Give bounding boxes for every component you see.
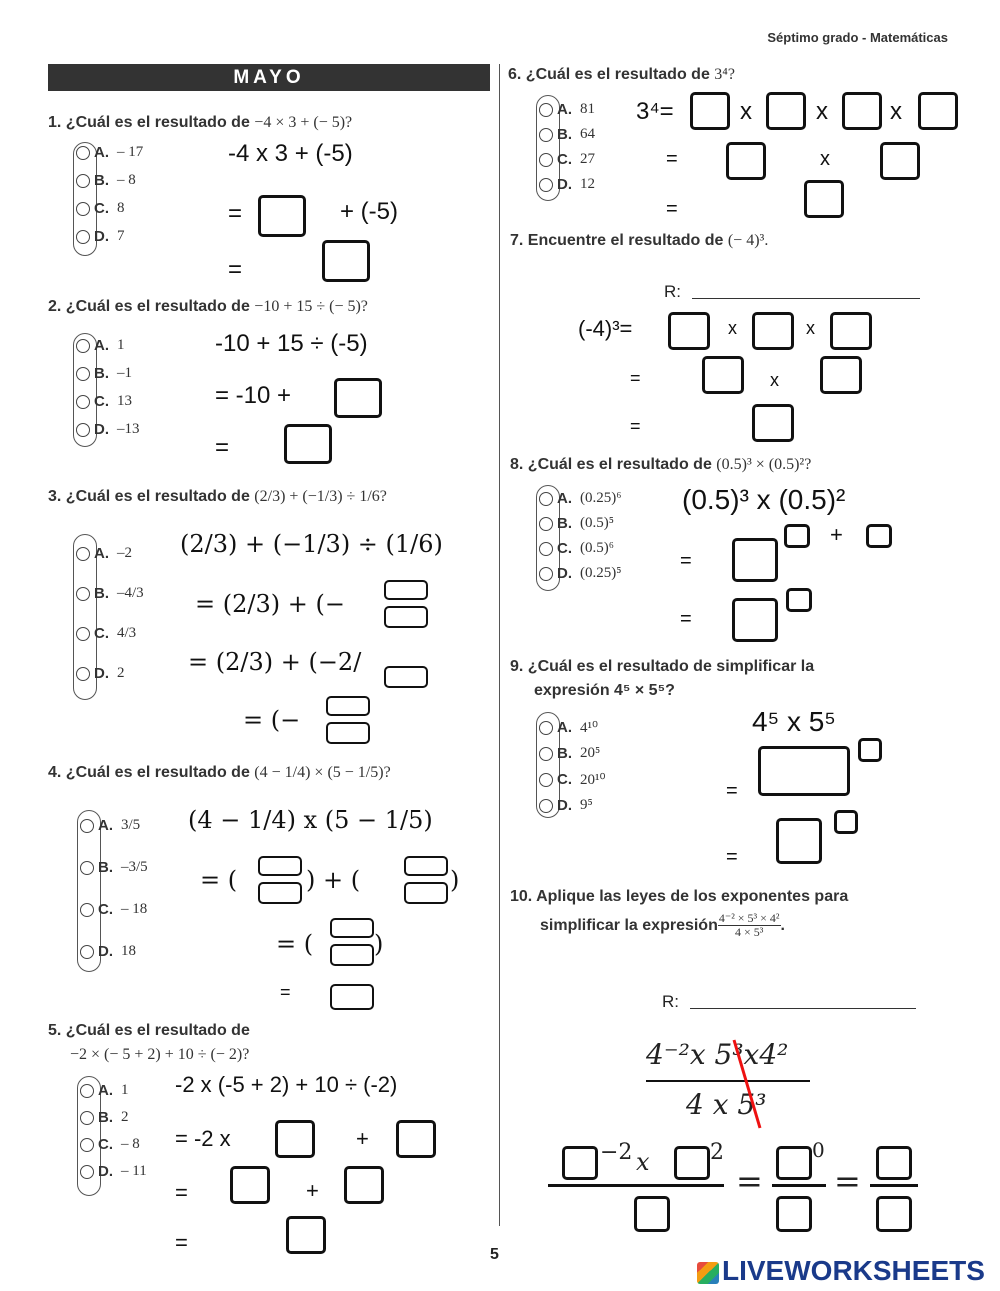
exponent-box[interactable] <box>866 524 892 548</box>
q7-work-lhs: (-4)³= <box>578 316 633 341</box>
q10-answer-line[interactable] <box>690 1008 916 1009</box>
question-1-text: 1. ¿Cuál es el resultado de <box>48 114 255 131</box>
q4-work-line2b: ) + ( <box>306 866 361 894</box>
answer-box[interactable] <box>396 1120 436 1158</box>
fraction-bar <box>772 1184 826 1187</box>
answer-box[interactable] <box>334 378 382 418</box>
column-divider <box>499 64 500 1226</box>
question-8: 8. ¿Cuál es el resultado de (0.5)³ × (0.5)²? <box>510 456 812 473</box>
option-a[interactable]: A. 1 <box>80 1082 147 1099</box>
q1-work-eq2: = <box>228 256 243 283</box>
q5-work-line1: -2 x (-5 + 2) + 10 ÷ (-2) <box>175 1072 398 1097</box>
q9-work-line1: 4⁵ x 5⁵ <box>752 706 836 737</box>
q8-eq1: = <box>680 550 692 572</box>
option-b[interactable]: B. (0.5)⁵ <box>539 515 621 532</box>
q3-work-line4: = (− <box>243 706 301 734</box>
q3-work-line3: = (2/3) + (−2/ <box>188 648 362 676</box>
question-10: 10. Aplique las leyes de los exponentes para <box>510 888 849 905</box>
q1-work-plus: + (-5) <box>340 198 399 225</box>
option-a[interactable]: A. –2 <box>76 545 144 562</box>
q10-fraction: $\frac{\text{4⁻² × 5³ × 4²}}{\text{4 × 5³}}$ <box>718 911 780 939</box>
answer-box[interactable] <box>776 818 822 864</box>
option-d[interactable]: D. 18 <box>80 943 148 960</box>
radio-d[interactable] <box>76 230 90 244</box>
exponent-box[interactable] <box>834 810 858 834</box>
question-3-options <box>76 545 144 682</box>
answer-box[interactable] <box>732 598 778 642</box>
answer-box[interactable] <box>258 195 306 237</box>
q7-x3: x <box>770 370 779 390</box>
answer-box[interactable] <box>876 1196 912 1232</box>
q3-work-line1: (2/3) + (−1/3) ÷ (1/6) <box>180 530 443 558</box>
q8-plus: + <box>830 522 843 547</box>
radio-a[interactable] <box>76 339 90 353</box>
option-a[interactable]: A. 3/5 <box>80 817 148 834</box>
q6-eq2: = <box>666 198 678 220</box>
radio-c[interactable] <box>76 395 90 409</box>
question-5: 5. ¿Cuál es el resultado de <box>48 1022 250 1039</box>
question-2: 2. ¿Cuál es el resultado de −10 + 15 ÷ (− 5)? <box>48 298 368 315</box>
q10-eq2: = <box>834 1162 861 1200</box>
answer-box[interactable] <box>726 142 766 180</box>
q5-work-line2b: + <box>356 1126 369 1151</box>
answer-box[interactable] <box>880 142 920 180</box>
option-b[interactable]: B. –1 <box>76 365 140 382</box>
cancel-slash <box>720 1036 770 1132</box>
answer-box[interactable] <box>758 746 850 796</box>
q7-answer-row: R: <box>664 282 681 301</box>
radio-c[interactable] <box>76 202 90 216</box>
q10-sup2: 2 <box>710 1140 724 1165</box>
q10-answer-label: R: <box>662 992 679 1011</box>
q10-sup1: −2 <box>600 1140 633 1165</box>
question-10-line2: simplificar la expresión $\frac{\text{4⁻² × 5³ × 4²}}{\text{4 × 5³}}$ . <box>540 911 785 939</box>
answer-box[interactable] <box>918 92 958 130</box>
question-9-line2: expresión 4⁵ × 5⁵? <box>534 682 675 699</box>
answer-box[interactable] <box>326 696 370 716</box>
question-6: 6. ¿Cuál es el resultado de 3⁴? <box>508 66 735 83</box>
radio-d[interactable] <box>539 178 553 192</box>
radio-b[interactable] <box>539 747 553 761</box>
option-c[interactable]: C. 8 <box>76 200 143 217</box>
question-2-options <box>76 337 140 438</box>
answer-box[interactable] <box>330 918 374 938</box>
q7-answer-line[interactable] <box>692 298 920 299</box>
q5-work-eq2: = <box>175 1230 188 1255</box>
answer-box[interactable] <box>674 1146 710 1180</box>
q4-work-eq: = <box>280 982 291 1002</box>
option-b[interactable]: B. –3/5 <box>80 859 148 876</box>
radio-a[interactable] <box>539 721 553 735</box>
answer-box[interactable] <box>330 944 374 966</box>
option-d[interactable]: D. (0.25)⁵ <box>539 565 621 582</box>
answer-box[interactable] <box>258 882 302 904</box>
option-c[interactable]: C. – 8 <box>80 1136 147 1153</box>
radio-c[interactable] <box>80 1138 94 1152</box>
answer-box[interactable] <box>275 1120 315 1158</box>
question-9-options <box>539 718 606 814</box>
option-d[interactable]: D. –13 <box>76 421 140 438</box>
answer-box[interactable] <box>326 722 370 744</box>
q5-work-line2a: = -2 x <box>175 1126 231 1151</box>
q5-work-plus: + <box>306 1178 319 1203</box>
option-c[interactable]: C. 13 <box>76 393 140 410</box>
q2-work-line2: = -10 + <box>215 382 292 409</box>
q4-work-line1: (4 − 1/4) x (5 − 1/5) <box>188 806 433 834</box>
q7-x2: x <box>806 318 815 338</box>
answer-box[interactable] <box>258 856 302 876</box>
option-d[interactable]: D. 9⁵ <box>539 797 606 814</box>
radio-c[interactable] <box>539 773 553 787</box>
question-4: 4. ¿Cuál es el resultado de (4 − 1/4) × (5 − 1/5)? <box>48 764 391 781</box>
question-6-options <box>539 101 595 193</box>
option-c[interactable]: C. 20¹⁰ <box>539 770 606 789</box>
radio-c[interactable] <box>539 153 553 167</box>
fraction-bar <box>548 1184 724 1187</box>
question-4-options <box>80 817 148 960</box>
option-a[interactable]: A. 1 <box>76 337 140 354</box>
exponent-box[interactable] <box>786 588 812 612</box>
option-d[interactable]: D. 12 <box>539 176 595 193</box>
answer-box[interactable] <box>404 882 448 904</box>
option-c[interactable]: C. 27 <box>539 151 595 168</box>
q6-work-lhs: 3⁴= <box>636 98 674 125</box>
answer-box[interactable] <box>776 1146 812 1180</box>
answer-box[interactable] <box>766 92 806 130</box>
question-3: 3. ¿Cuál es el resultado de (2/3) + (−1/3) ÷ 1/6? <box>48 488 387 505</box>
q4-work-line3a: = ( <box>276 930 314 958</box>
answer-box[interactable] <box>322 240 370 282</box>
option-c[interactable]: C. – 18 <box>80 901 148 918</box>
answer-box[interactable] <box>634 1196 670 1232</box>
option-a[interactable]: A. 4¹⁰ <box>539 718 606 737</box>
answer-box[interactable] <box>668 312 710 350</box>
q6-x3: x <box>890 98 902 125</box>
q2-work-eq: = <box>215 434 230 461</box>
q7-eq1: = <box>630 368 641 388</box>
answer-box[interactable] <box>690 92 730 130</box>
question-1-expr: −4 × 3 + (− 5)? <box>254 114 353 131</box>
option-b[interactable]: B. – 8 <box>76 172 143 189</box>
option-b[interactable]: B. 2 <box>80 1109 147 1126</box>
question-8-options <box>539 490 621 582</box>
q9-eq1: = <box>726 780 738 802</box>
q8-eq2: = <box>680 608 692 630</box>
radio-d[interactable] <box>76 667 90 681</box>
question-9: 9. ¿Cuál es el resultado de simplificar la <box>510 658 815 675</box>
radio-d[interactable] <box>539 799 553 813</box>
question-5-options <box>80 1082 147 1180</box>
page-header: Séptimo grado - Matemáticas <box>767 30 948 45</box>
radio-a[interactable] <box>80 1084 94 1098</box>
radio-d[interactable] <box>80 1165 94 1179</box>
fraction-bar <box>870 1184 918 1187</box>
radio-b[interactable] <box>76 587 90 601</box>
q8-work-line1: (0.5)³ x (0.5)² <box>682 484 846 515</box>
radio-c[interactable] <box>539 542 553 556</box>
q10-eq1: = <box>736 1162 763 1200</box>
q10-x: x <box>636 1148 650 1176</box>
answer-box[interactable] <box>776 1196 812 1232</box>
answer-box[interactable] <box>562 1146 598 1180</box>
radio-d[interactable] <box>539 567 553 581</box>
option-c[interactable]: C. 4/3 <box>76 625 144 642</box>
q4-work-line3b: ) <box>374 930 384 958</box>
q7-eq2: = <box>630 416 641 436</box>
option-d[interactable]: D. 7 <box>76 228 143 245</box>
radio-c[interactable] <box>80 903 94 917</box>
answer-box[interactable] <box>804 180 844 218</box>
brand-logo: LIVEWORKSHEETS <box>697 1255 985 1287</box>
answer-box[interactable] <box>752 404 794 442</box>
answer-box[interactable] <box>876 1146 912 1180</box>
liveworksheets-icon <box>697 1262 719 1284</box>
radio-a[interactable] <box>539 103 553 117</box>
answer-box[interactable] <box>284 424 332 464</box>
option-b[interactable]: B. 20⁵ <box>539 745 606 762</box>
page-number: 5 <box>490 1246 499 1263</box>
option-d[interactable]: D. 2 <box>76 665 144 682</box>
answer-box[interactable] <box>330 984 374 1010</box>
q6-x4: x <box>820 148 830 170</box>
section-title: MAYO <box>48 64 490 91</box>
answer-box[interactable] <box>752 312 794 350</box>
radio-d[interactable] <box>76 423 90 437</box>
question-7: 7. Encuentre el resultado de (− 4)³. <box>510 232 769 249</box>
answer-box[interactable] <box>830 312 872 350</box>
q3-work-line2: = (2/3) + (− <box>195 590 345 618</box>
q6-eq1: = <box>666 148 678 170</box>
option-a[interactable]: A. – 17 <box>76 144 143 161</box>
option-c[interactable]: C. (0.5)⁶ <box>539 540 621 557</box>
radio-a[interactable] <box>539 492 553 506</box>
q6-x1: x <box>740 98 752 125</box>
question-1-options <box>76 144 143 245</box>
option-d[interactable]: D. – 11 <box>80 1163 147 1180</box>
question-5-expr: −2 × (− 5 + 2) + 10 ÷ (− 2)? <box>70 1046 250 1063</box>
q2-work-line1: -10 + 15 ÷ (-5) <box>215 330 368 357</box>
option-a[interactable]: A. 81 <box>539 101 595 118</box>
answer-box[interactable] <box>384 666 428 688</box>
exponent-box[interactable] <box>858 738 882 762</box>
radio-b[interactable] <box>76 367 90 381</box>
q10-sup0: 0 <box>812 1138 825 1162</box>
answer-box[interactable] <box>404 856 448 876</box>
radio-b[interactable] <box>539 517 553 531</box>
option-b[interactable]: B. –4/3 <box>76 585 144 602</box>
answer-box[interactable] <box>842 92 882 130</box>
radio-a[interactable] <box>80 819 94 833</box>
answer-box[interactable] <box>344 1166 384 1204</box>
q4-work-line2c: ) <box>450 866 460 894</box>
radio-b[interactable] <box>76 174 90 188</box>
q6-x2: x <box>816 98 828 125</box>
q10-num: 4⁻²x 5³x4² <box>646 1038 789 1071</box>
option-a[interactable]: A. (0.25)⁶ <box>539 490 621 507</box>
answer-box[interactable] <box>820 356 862 394</box>
q1-work-eq: = <box>228 200 243 227</box>
answer-box[interactable] <box>230 1166 270 1204</box>
answer-box[interactable] <box>732 538 778 582</box>
question-1 <box>48 114 352 132</box>
q4-work-line2a: = ( <box>200 866 238 894</box>
radio-c[interactable] <box>76 627 90 641</box>
radio-b[interactable] <box>80 1111 94 1125</box>
q9-eq2: = <box>726 846 738 868</box>
q1-work-line1: -4 x 3 + (-5) <box>228 140 353 167</box>
q5-work-eq: = <box>175 1180 188 1205</box>
radio-a[interactable] <box>76 547 90 561</box>
answer-box[interactable] <box>702 356 744 394</box>
radio-b[interactable] <box>80 861 94 875</box>
answer-box[interactable] <box>286 1216 326 1254</box>
answer-box[interactable] <box>384 606 428 628</box>
radio-a[interactable] <box>76 146 90 160</box>
radio-b[interactable] <box>539 128 553 142</box>
exponent-box[interactable] <box>784 524 810 548</box>
radio-d[interactable] <box>80 945 94 959</box>
answer-box[interactable] <box>384 580 428 600</box>
q7-x1: x <box>728 318 737 338</box>
option-b[interactable]: B. 64 <box>539 126 595 143</box>
q10-den: 4 x 5³ <box>686 1088 767 1121</box>
